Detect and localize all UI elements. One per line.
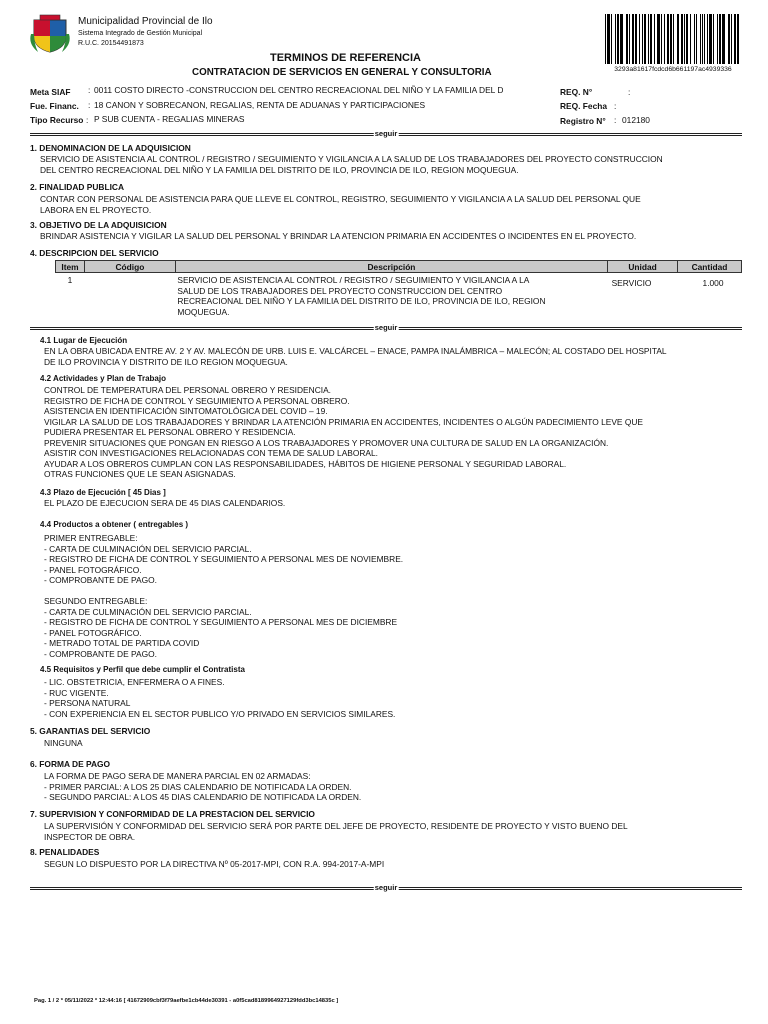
section-4-3-text: EL PLAZO DE EJECUCION SERA DE 45 DIAS CALENDARIOS. — [44, 498, 286, 508]
barcode-bar — [635, 14, 637, 64]
barcode-bar — [686, 14, 688, 64]
section-7-title: 7. SUPERVISION Y CONFORMIDAD DE LA PRESTACION DEL SERVICIO — [30, 809, 315, 819]
barcode-bar — [700, 14, 701, 64]
col-unidad-header: Unidad — [608, 261, 678, 273]
col-cantidad-header: Cantidad — [678, 261, 742, 273]
barcode-text: 3293a81617fcdcd6b661197ac4939336 — [614, 66, 732, 73]
registro-colon: : — [614, 115, 617, 125]
registro-value: 012180 — [622, 115, 650, 125]
document-title: TERMINOS DE REFERENCIA — [270, 52, 421, 64]
table-row — [56, 273, 742, 318]
table-header-row — [56, 261, 742, 273]
section-4-1-text: EN LA OBRA UBICADA ENTRE AV. 2 Y AV. MALECÓN DE URB. LUIS E. VALCÁRCEL – ENACE, PAMPA INALÁMBRICA – MALECÓN; AL COSTADO DEL HOSPITAL DE ILO PROVINCIA Y DISTRITO DE ILO REGION MOQUEGUA. — [44, 346, 667, 367]
barcode-bar — [728, 14, 730, 64]
barcode-bar — [605, 14, 606, 64]
service-table — [55, 260, 742, 317]
barcode-bar — [737, 14, 739, 64]
section-8-title: 8. PENALIDADES — [30, 847, 100, 857]
section-4-4-title: 4.4 Productos a obtener ( entregables ) — [40, 520, 189, 529]
section-1-title: 1. DENOMINACION DE LA ADQUISICION — [30, 143, 191, 153]
institution-name: Municipalidad Provincial de Ilo — [78, 16, 213, 27]
req-number-label: REQ. N° — [560, 87, 593, 97]
fuente-label: Fue. Financ. — [30, 101, 79, 111]
section-4-2-text: CONTROL DE TEMPERATURA DEL PERSONAL OBRERO Y RESIDENCIA. REGISTRO DE FICHA DE CONTROL Y SEGUIMIENTO A PERSONAL OBRERO. ASISTENCIA EN IDENTIFICACIÓN SINTOMATOLÓGICA DEL COVID – 19. VIGILAR LA SALUD DE LOS TRABAJADORES Y BRINDAR LA ATENCIÓN PRIMARIA EN ACCIDENTES, INCIDENTES O ALGÚN PADECIMIENTO LEVE QUE PUDIERA PRESENTAR EL PERSONAL OBRERO Y RESIDENCIA. PREVENIR SITUACIONES QUE PONGAN EN RIESGO A LOS TRABAJADORES Y PROMOVER UNA CULTURA DE SALUD EN LA ORGANIZACIÓN. ASISTIR CON INVESTIGACIONES RELACIONADAS CON TEMA DE SALUD LABORAL. AYUDAR A LOS OBREROS CUMPLAN CON LAS RESPONSABILIDADES, HÁBITOS DE HIGIENE PERSONAL Y SEGURIDAD LABORAL. OTRAS FUNCIONES QUE LE SEAN ASIGNADAS. — [44, 385, 643, 479]
section-6-title: 6. FORMA DE PAGO — [30, 759, 111, 769]
barcode-bar — [657, 14, 660, 64]
barcode-bar — [670, 14, 672, 64]
section-5-title: 5. GARANTIAS DEL SERVICIO — [30, 726, 151, 736]
req-date-colon: : — [614, 101, 617, 111]
barcode-bar — [648, 14, 649, 64]
barcode-bar — [731, 14, 732, 64]
section-4-1-title: 4.1 Lugar de Ejecución — [40, 336, 128, 345]
section-3-text: BRINDAR ASISTENCIA Y VIGILAR LA SALUD DEL PERSONAL Y BRINDAR LA ATENCION PRIMARIA EN ACCIDENTES O INCIDENTES EN EL PROYECTO. — [40, 231, 637, 241]
section-4-4-text: PRIMER ENTREGABLE: - CARTA DE CULMINACIÓN DEL SERVICIO PARCIAL. - REGISTRO DE FICHA DE CONTROL Y SEGUIMIENTO A PERSONAL MES DE NOVIEMBRE. - PANEL FOTOGRÁFICO. - COMPROBANTE DE PAGO. SEGUNDO ENTREGABLE: - CARTA DE CULMINACIÓN DEL SERVICIO PARCIAL. - REGISTRO DE FICHA DE CONTROL Y SEGUIMIENTO A PERSONAL MES DE DICIEMBRE - PANEL FOTOGRÁFICO. - METRADO TOTAL DE PARTIDA COVID - COMPROBANTE DE PAGO. — [44, 533, 404, 659]
section-5-text: NINGUNA — [44, 738, 83, 748]
meta-siaf-colon: : — [88, 85, 91, 95]
barcode-bar — [734, 14, 736, 64]
municipal-seal — [30, 14, 70, 54]
section-8-text: SEGUN LO DISPUESTO POR LA DIRECTIVA Nº 05-2017-MPI, CON R.A. 994-2017-A-MPI — [44, 859, 385, 869]
barcode-bar — [707, 14, 708, 64]
section-2-text: CONTAR CON PERSONAL DE ASISTENCIA PARA QUE LLEVE EL CONTROL, REGISTRO, SEGUIMIENTO Y VIGILANCIA A LA SALUD DEL PERSONAL QUE LABORA EN EL PROYECTO. — [40, 194, 641, 215]
barcode-bar — [664, 14, 665, 64]
document-subtitle: CONTRATACION DE SERVICIOS EN GENERAL Y CONSULTORIA — [192, 67, 492, 78]
fuente-colon: : — [88, 100, 91, 110]
cell-item: 1 — [67, 275, 73, 285]
req-number-colon: : — [628, 87, 631, 97]
barcode-bar — [696, 14, 697, 64]
barcode-bar — [632, 14, 634, 64]
barcode-bar — [639, 14, 640, 64]
barcode-bar — [617, 14, 619, 64]
barcode-bar — [722, 14, 725, 64]
section-4-2-title: 4.2 Actividades y Plan de Trabajo — [40, 374, 166, 383]
col-codigo-header: Código — [84, 261, 175, 273]
barcode-bar — [709, 14, 712, 64]
barcode-bar — [644, 14, 646, 64]
barcode-bar — [694, 14, 695, 64]
barcode-bar — [626, 14, 628, 64]
barcode-bar — [673, 14, 674, 64]
section-4-5-title: 4.5 Requisitos y Perfil que debe cumplir el Contratista — [40, 665, 245, 674]
tipo-recurso-label: Tipo Recurso — [30, 115, 84, 125]
separator-line: seguir — [30, 129, 742, 138]
barcode-bar — [704, 14, 705, 64]
barcode-bar — [629, 14, 630, 64]
separator-line: seguir — [30, 883, 742, 892]
section-3-title: 3. OBJETIVO DE LA ADQUISICION — [30, 220, 167, 230]
col-item-header: Item — [56, 261, 85, 273]
barcode-bar — [684, 14, 685, 64]
tipo-recurso-colon: : — [86, 115, 89, 125]
barcode-bar — [661, 14, 662, 64]
meta-siaf-value: 0011 COSTO DIRECTO -CONSTRUCCION DEL CENTRO RECREACIONAL DEL NIÑO Y LA FAMILIA DEL D — [94, 85, 504, 95]
separator-line: seguir — [30, 323, 742, 332]
barcode-bar — [642, 14, 643, 64]
barcode-bar — [620, 14, 623, 64]
barcode-bar — [667, 14, 669, 64]
barcode-bar — [690, 14, 691, 64]
cell-cantidad: 1.000 — [702, 278, 724, 288]
ruc-number: R.U.C. 20154491873 — [78, 40, 144, 47]
meta-siaf-label: Meta SIAF — [30, 87, 71, 97]
section-6-text: LA FORMA DE PAGO SERA DE MANERA PARCIAL EN 02 ARMADAS: - PRIMER PARCIAL: A LOS 25 DIAS CALENDARIO DE NOTIFICADA LA ORDEN. - SEGUNDO PARCIAL: A LOS 45 DIAS CALENDARIO DE NOTIFICADA LA ORDEN. — [44, 771, 362, 802]
barcode-bar — [650, 14, 652, 64]
barcode-bar — [677, 14, 679, 64]
section-4-3-title: 4.3 Plazo de Ejecución [ 45 Dias ] — [40, 488, 166, 497]
barcode-bar — [615, 14, 616, 64]
registro-label: Registro N° — [560, 116, 606, 126]
section-4-5-text: - LIC. OBSTETRICIA, ENFERMERA O A FINES. - RUC VIGENTE. - PERSONA NATURAL - CON EXPERIENCIA EN EL SECTOR PUBLICO Y/O PRIVADO EN SERVICIOS SIMILARES. — [44, 677, 396, 719]
barcode-bar — [719, 14, 721, 64]
section-2-title: 2. FINALIDAD PUBLICA — [30, 182, 124, 192]
barcode-bar — [654, 14, 655, 64]
system-name: Sistema Integrado de Gestión Municipal — [78, 30, 203, 37]
barcode — [604, 14, 742, 66]
barcode-bar — [702, 14, 703, 64]
section-4-title: 4. DESCRIPCION DEL SERVICIO — [30, 248, 159, 258]
barcode-bar — [607, 14, 610, 64]
cell-unidad: SERVICIO — [611, 278, 652, 288]
fuente-value: 18 CANON Y SOBRECANON, REGALIAS, RENTA DE ADUANAS Y PARTICIPACIONES — [94, 100, 426, 110]
section-1-text: SERVICIO DE ASISTENCIA AL CONTROL / REGISTRO / SEGUIMIENTO Y VIGILANCIA A LA SALUD DE LOS TRABAJADORES DEL PROYECTO CONSTRUCCION DEL CENTRO RECREACIONAL DEL NIÑO Y LA FAMILIA DEL DISTRITO DE ILO, PROVINCIA DE ILO, REGION MOQUEGUA. — [40, 154, 663, 175]
barcode-bar — [611, 14, 612, 64]
barcode-bar — [713, 14, 714, 64]
cell-descripcion: SERVICIO DE ASISTENCIA AL CONTROL / REGISTRO / SEGUIMIENTO Y VIGILANCIA A LA SALUD DE LOS TRABAJADORES DEL PROYECTO CONSTRUCCION DEL CENTRO RECREACIONAL DEL NIÑO Y LA FAMILIA DEL DISTRITO DE ILO, PROVINCIA DE ILO, REGION MOQUEGUA. — [177, 275, 546, 317]
barcode-bar — [717, 14, 718, 64]
col-descripcion-header: Descripción — [175, 261, 607, 273]
barcode-bar — [681, 14, 683, 64]
cell-codigo — [84, 273, 175, 318]
section-7-text: LA SUPERVISIÓN Y CONFORMIDAD DEL SERVICIO SERÁ POR PARTE DEL JEFE DE PROYECTO, RESIDENTE DE PROYECTO Y VISTO BUENO DEL INSPECTOR DE OBRA. — [44, 821, 628, 842]
page-footer: Pag. 1 / 2 * 05/11/2022 * 12:44:16 [ 41672909cbf3f79aefbe1cb44de30391 - a0f5cad8189964927129fdd3bc14835c ] — [34, 998, 339, 1004]
tipo-recurso-value: P SUB CUENTA - REGALIAS MINERAS — [94, 114, 245, 124]
req-date-label: REQ. Fecha — [560, 101, 608, 111]
